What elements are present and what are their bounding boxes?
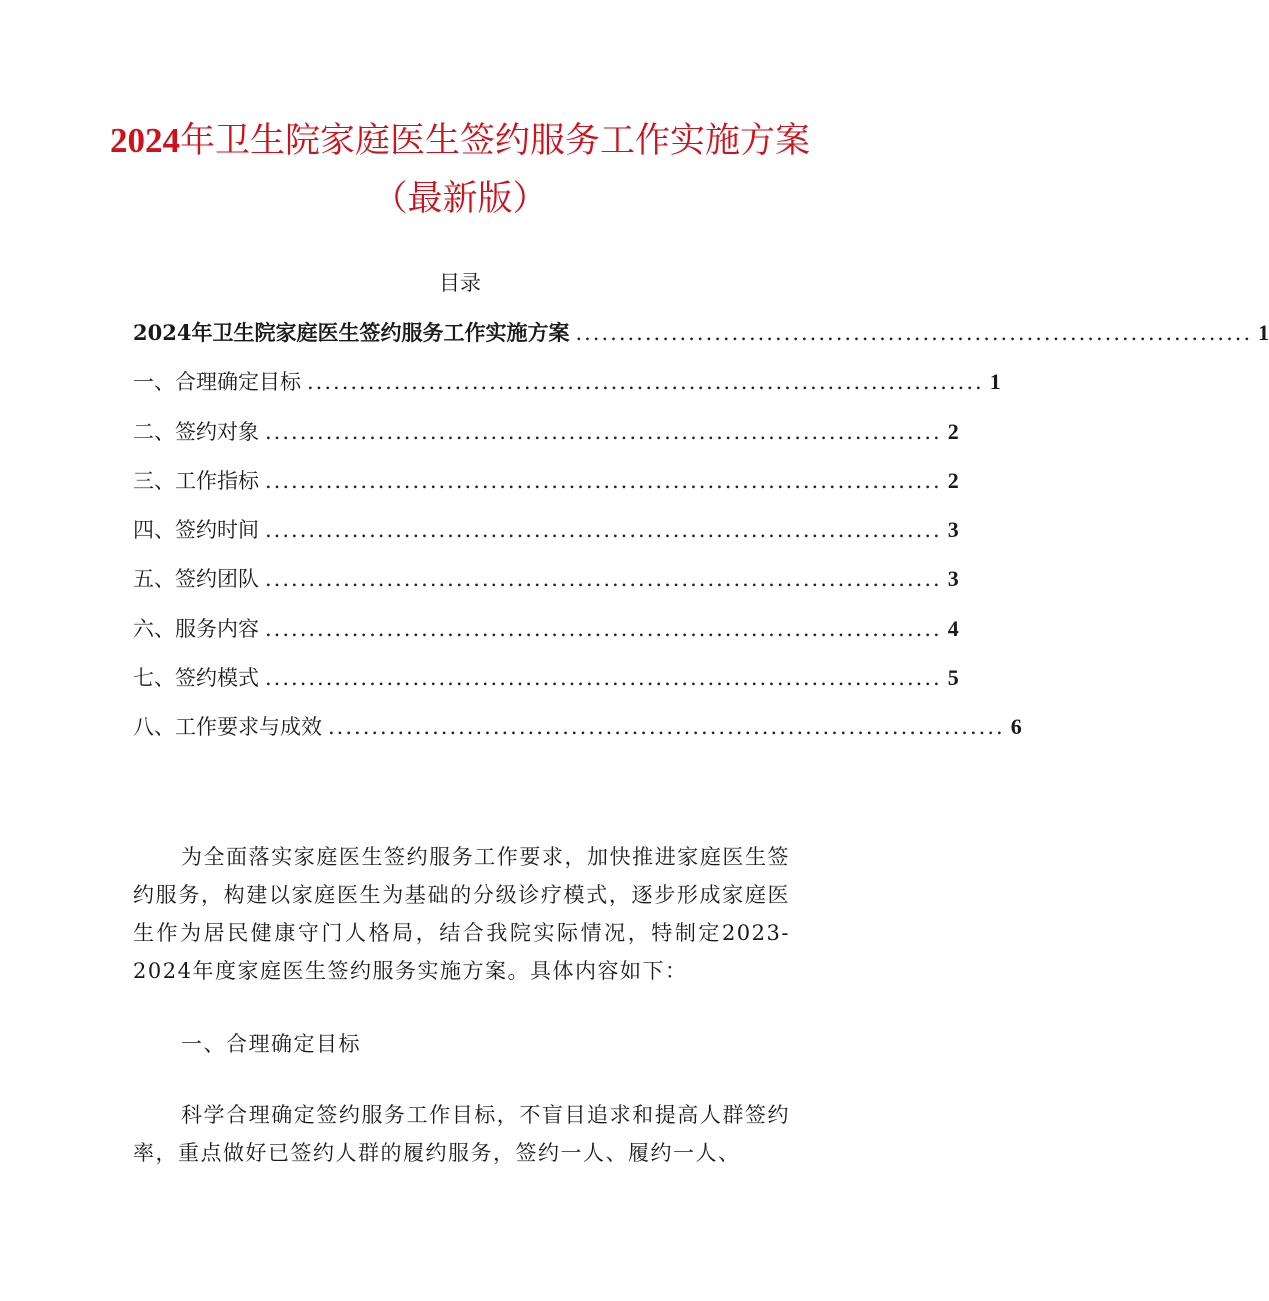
toc-entry-label: 四、签约时间 [133, 518, 259, 543]
intro-paragraph: 为全面落实家庭医生签约服务工作要求，加快推进家庭医生签约服务，构建以家庭医生为基础的分级诊疗模式，逐步形成家庭医生作为居民健康守门人格局，结合我院实际情况，特制定2023-2024年度家庭医生签约服务实施方案。具体内容如下： [133, 845, 790, 983]
toc-entry-label: 七、签约模式 [133, 666, 259, 691]
toc-entry-label: 五、签约团队 [133, 567, 259, 592]
toc-entry-label: 二、签约对象 [133, 419, 259, 444]
toc-page-number: 1 [1258, 320, 1269, 345]
toc-entry-label: 八、工作要求与成效 [133, 715, 322, 740]
toc-page-number: 3 [947, 566, 959, 592]
toc-entry[interactable] [133, 513, 959, 562]
section-paragraph: 科学合理确定签约服务工作目标，不盲目追求和提高人群签约率，重点做好已签约人群的履约服务，签约一人、履约一人、 [133, 1103, 790, 1165]
toc-leader-dots: .............................................................................. [265, 419, 942, 444]
toc-entry[interactable] [133, 562, 959, 611]
toc-entry[interactable] [133, 464, 959, 513]
toc-entry[interactable] [133, 365, 1001, 414]
toc-entry[interactable] [133, 661, 959, 710]
toc-page-number: 2 [947, 467, 959, 493]
toc-page-number: 1 [989, 369, 1001, 395]
toc-entry[interactable] [133, 710, 1022, 759]
toc-leader-dots: .............................................................................. [265, 666, 942, 691]
toc-entry-label: 三、工作指标 [133, 468, 259, 493]
toc-leader-dots: .............................................................................. [575, 321, 1253, 345]
toc-page-number: 2 [947, 418, 959, 444]
toc-page-number: 6 [1010, 714, 1022, 740]
toc-entry-label: 2024年卫生院家庭医生签约服务工作实施方案 [133, 320, 570, 345]
section-heading: 一、合理确定目标 [181, 1032, 361, 1056]
toc-page-number: 4 [947, 615, 959, 641]
toc-page-number: 5 [947, 665, 959, 691]
toc-entry-label: 一、合理确定目标 [133, 370, 301, 395]
title-text: 年卫生院家庭医生签约服务工作实施方案（最新版） [180, 121, 811, 219]
toc-leader-dots: .............................................................................. [265, 567, 942, 592]
toc-leader-dots: .............................................................................. [265, 616, 942, 641]
toc-heading: 目录 [439, 271, 481, 295]
table-of-contents [133, 316, 1269, 760]
toc-leader-dots: .............................................................................. [307, 370, 984, 395]
document-title [110, 112, 810, 228]
toc-leader-dots: .............................................................................. [265, 468, 942, 493]
toc-page-number: 3 [947, 517, 959, 543]
toc-leader-dots: .............................................................................. [265, 518, 942, 543]
toc-entry-label: 六、服务内容 [133, 616, 259, 641]
toc-entry[interactable] [133, 612, 959, 661]
toc-leader-dots: .............................................................................. [328, 715, 1005, 740]
toc-entry[interactable] [133, 415, 959, 464]
title-year: 2024 [110, 121, 180, 160]
toc-entry[interactable] [133, 316, 1269, 365]
